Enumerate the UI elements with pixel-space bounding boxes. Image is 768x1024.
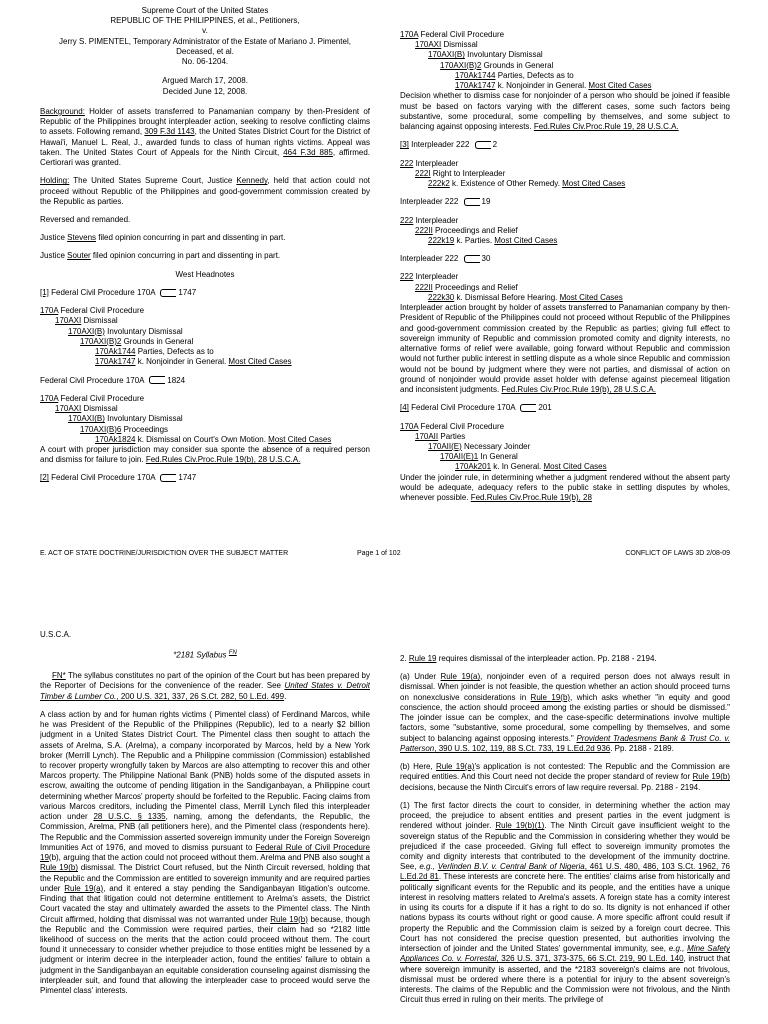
topic-link[interactable]: 170AXI(B)	[68, 326, 105, 336]
topic-label: Grounds in General	[481, 60, 554, 70]
syllabus-text: e.g.,	[419, 862, 438, 872]
topic-label: Federal Civil Procedure	[418, 30, 505, 39]
topic-label: Federal Civil Procedure	[58, 306, 145, 316]
headnote-2-text	[400, 91, 730, 132]
topic-label: Dismissal	[81, 404, 118, 414]
topic-link[interactable]: 222	[400, 158, 414, 168]
syllabus-text: (b), arguing that the action could not proceed without them. Arelma and PNB also sought a	[48, 853, 370, 863]
topic-link[interactable]: 170AXI(B)2	[440, 60, 482, 70]
justice-link[interactable]: Kennedy	[236, 176, 268, 186]
syllabus-text: , nonjoinder even of a required person does not always result in dismissal. When joinder is not feasible, the question whether an action should proceed turns on nonexclusive considerations in	[400, 672, 730, 702]
topic-label: Grounds in General	[121, 336, 194, 346]
topic-link[interactable]: 170Ak1824	[95, 434, 136, 444]
background-text: Holder of assets transferred to Panamanian company by then-President of Republic of the Philippines brought interpleader action, seeking to resolve conflicting claims to assets. Following remand,	[40, 106, 370, 137]
syllabus-text: because, though the Republic and the Commission were required parties, their claim had so *2182 little likelihood of success on the merits that the action could proceed without them. The court found it unnecessary to consider whether prejudice to those entities might be lessened by a judgment or interim decree in the interpleader action, found the entities' failure to obtain a judgment in the Sandiganbayan an equitable consideration counseling against dismissing the interpleader suit, and found that allowing the interpleader case to proceed would serve the Pimentel class' interests.	[40, 914, 370, 996]
citation-link[interactable]: 464 F.3d 885	[283, 147, 333, 157]
key-symbol-icon	[475, 141, 491, 149]
page1-left-column	[40, 0, 370, 492]
topic-link[interactable]: 170AXI	[55, 404, 82, 414]
respondents-cont: Deceased, et al.	[176, 46, 234, 56]
topic-label: Proceedings	[121, 424, 169, 434]
opinion-text: filed opinion concurring in part and dissenting in part.	[90, 251, 281, 261]
headnote-topic: Federal Civil Procedure 170A	[48, 287, 158, 297]
topic-label: Dismissal	[81, 316, 118, 326]
topic-link[interactable]: 170Ak1747	[455, 81, 496, 91]
key-symbol-icon	[520, 404, 536, 412]
key-number: 1747	[178, 473, 197, 483]
footnote-text: .	[284, 691, 287, 701]
syllabus-text: . Pp. 2188 - 2189.	[610, 743, 674, 753]
rule-link[interactable]: Rule 19(a)	[435, 762, 475, 772]
headnote-1-header	[40, 288, 370, 298]
document-page-2	[0, 618, 768, 1024]
topic-label: Involuntary Dismissal	[464, 50, 543, 60]
footnote-text: The syllabus constitutes no part of the opinion of the Court but has been prepared by the Reporter of Decisions for the convenience of the reader. See	[40, 671, 370, 691]
argued-date: Argued March 17, 2008.	[162, 76, 248, 86]
syllabus-text: A class action by and for human rights victims ( Pimentel class) of Ferdinand Marcos, while he was President of the Republic of the Philippines (Republic), led to a nearly $2 billion judgment in a United States District Court. The Pimentel class then sought to attach the assets of Arelma, S.A. (Arelma), a company incorporated by Marcos, held by a New York broker (Merrill Lynch). The Republic and a Philippine commission (Commission) established to recover property wrongfully taken by Marcos are also attempting to recover this and other Marcos property. The Philippine National Bank (PNB) holds some of the disputed assets in escrow, awaiting the outcome of pending litigation in the Sandiganbayan, a Philippine court determining whether Marcos' property should be forfeited to the Republic. Facing claims from various Marcos creditors, including the Pimentel class, Merrill Lynch filed this interpleader action under	[40, 709, 370, 822]
topic-link[interactable]: 170A	[40, 306, 59, 316]
rule-link[interactable]: Rule 19(a)	[64, 883, 104, 893]
syllabus-text: . These interests are concrete here. The entities' claims arise from historically and politically significant events for the Republic and its people, and the entities have a unique interest in resolving matters related to Arelma's assets. A foreign state has a comity interest in using its courts for a dispute if it has a right to do so. Its dignity is not enhanced if other nations bypass its courts without right or good cause. A more specific affront could result if property the Republic and the Commission claim is seized by a foreign court decree. This Court has not considered the precise question presented, but authorities involving the intersection of joinder and the United States' governmental immunity, see,	[400, 872, 730, 954]
headnote-1824-header	[40, 376, 370, 386]
background-paragraph	[40, 107, 370, 168]
syllabus-text: e.g.,	[668, 944, 688, 954]
headnote-2-header	[40, 473, 370, 483]
key-number: 2	[492, 140, 498, 150]
case-citation-link[interactable]: , 200 U.S. 321, 337, 26 S.Ct. 282, 50 L.Ed. 499	[116, 691, 285, 701]
topic-label: k. Dismissal on Court's Own Motion.	[135, 434, 269, 444]
syllabus-paragraph-2	[400, 654, 730, 664]
headnote-number-link[interactable]: [2]	[40, 473, 49, 483]
most-cited-cases-link[interactable]: Most Cited Cases	[494, 235, 558, 245]
headnote-4-outline	[400, 422, 730, 473]
topic-label: Involuntary Dismissal	[104, 326, 183, 336]
topic-label: k. In General.	[491, 462, 544, 472]
headnote-topic: Interpleader 222	[400, 197, 461, 207]
headnote-1-outline	[40, 306, 370, 367]
most-cited-cases-link[interactable]: Most Cited Cases	[543, 462, 607, 472]
topic-label: In General	[478, 452, 518, 462]
topic-link[interactable]: 222	[400, 215, 414, 225]
headnote-number-link[interactable]: [1]	[40, 287, 49, 297]
topic-label: k. Nonjoinder in General.	[495, 81, 589, 91]
headnote-30-header	[400, 254, 730, 264]
rule-link[interactable]: Rule 19(b)	[270, 914, 308, 924]
page2-right-column	[400, 618, 730, 1014]
topic-link[interactable]: 170AII(E)	[428, 441, 462, 451]
key-symbol-icon	[464, 198, 480, 206]
headnote-3-outline	[400, 159, 730, 190]
case-citation-link[interactable]: , 326 U.S. 371, 373-375, 66 S.Ct. 219, 90 L.Ed. 140	[496, 954, 684, 964]
key-number: 1747	[178, 287, 197, 297]
headnote-1824-outline	[40, 394, 370, 445]
footer-section-title: E. ACT OF STATE DOCTRINE/JURISDICTION OVER THE SUBJECT MATTER	[40, 550, 289, 557]
topic-link[interactable]: 170A	[400, 30, 419, 39]
case-citation-link[interactable]: , 390 U.S. 102, 119, 88 S.Ct. 733, 19 L.Ed.2d 936	[434, 743, 611, 753]
headnote-number-link[interactable]: [3]	[400, 140, 409, 150]
background-label: Background:	[40, 106, 85, 116]
justice-link[interactable]: Souter	[67, 251, 91, 261]
topic-label: Right to Interpleader	[430, 168, 506, 178]
topic-link[interactable]: 222k2	[428, 179, 450, 189]
headnote-4-text	[400, 473, 730, 504]
headnote-topic: Federal Civil Procedure 170A	[408, 403, 518, 413]
topic-link[interactable]: 170Ak1744	[95, 347, 136, 357]
syllabus-label: *2181 Syllabus	[173, 650, 227, 660]
topic-label: Parties, Defects as to	[135, 347, 214, 357]
topic-link[interactable]: 170Ak1747	[95, 357, 136, 367]
headnote-number-link[interactable]: [4]	[400, 403, 409, 413]
decided-date: Decided June 12, 2008.	[162, 86, 248, 96]
footnote-ref-link[interactable]: FN	[228, 650, 237, 657]
headnote-topic: Interpleader 222	[400, 254, 461, 264]
topic-label: Involuntary Dismissal	[104, 414, 183, 424]
headnote-2-outline	[400, 30, 730, 91]
background-text: , the United States District Court for the District of Hawai'i, Manuel L. Real, J., awarded funds to class of human rights victims. Appeal was taken. The United States Court of Appeals for the Ninth Circuit,	[40, 127, 370, 157]
syllabus-text: requires dismissal of the interpleader action. Pp. 2188 - 2194.	[436, 654, 657, 663]
topic-label: Interpleader	[413, 215, 459, 225]
topic-label: Parties	[438, 431, 466, 441]
topic-link[interactable]: 222I	[415, 168, 431, 178]
topic-link[interactable]: 170AXI(B)	[428, 50, 465, 60]
holding-text: , held that action could not proceed without Republic of the Philippines and good-government commission created by the Republic as parties.	[40, 176, 370, 206]
opinion-text: Justice	[40, 233, 68, 243]
most-cited-cases-link[interactable]: Most Cited Cases	[588, 81, 652, 91]
footer-course-title: CONFLICT OF LAWS 3D 2/08-09	[625, 550, 730, 557]
rule-link[interactable]: Federal Rule of Civil Procedure 19	[40, 842, 370, 863]
topic-link[interactable]: 170AXI	[415, 40, 442, 50]
footer-page-number: Page 1 of 102	[357, 550, 401, 557]
key-number: 201	[538, 403, 552, 413]
topic-link[interactable]: 222	[400, 272, 414, 282]
topic-link[interactable]: 170A	[40, 393, 59, 403]
page2-left-column	[40, 618, 370, 1004]
key-number: 30	[481, 254, 491, 264]
stevens-opinion	[40, 233, 370, 243]
key-symbol-icon	[149, 376, 165, 384]
syllabus-text: 2.	[400, 654, 409, 663]
most-cited-cases-link[interactable]: Most Cited Cases	[268, 434, 332, 444]
most-cited-cases-link[interactable]: Most Cited Cases	[228, 357, 292, 367]
headnote-topic: Interpleader 222	[408, 140, 472, 150]
headnote-text: Under the joinder rule, in determining whether a judgment rendered without the absent party would be adequate, adequacy refers to the public stake in settling disputes by wholes, whenever possible.	[400, 472, 730, 503]
headnote-topic: Federal Civil Procedure 170A	[40, 375, 147, 385]
rule-link[interactable]: Rule 19(b)(1)	[495, 821, 545, 831]
case-citation-link[interactable]: Mine Safety Appliances Co. v. Forrestal	[400, 944, 730, 964]
syllabus-text: (1) The first factor directs the court to consider, in determining whether the action may proceed, the prejudice to absent entities and present parties in the event judgment is rendered without joinder.	[400, 800, 730, 831]
topic-link[interactable]: 170AII	[415, 431, 439, 441]
topic-label: Interpleader	[413, 272, 459, 282]
syllabus-text: . The Ninth Circuit gave insufficient weight to the sovereign status of the Republic and the Commission in considering whether they would be prejudiced if the case proceeded. Giving full effect to sovereign immunity promotes the comity and dignity interests that contributed to the development of the immunity doctrine. See,	[400, 821, 730, 872]
headnote-topic: Federal Civil Procedure 170A	[48, 473, 158, 483]
case-caption	[40, 6, 370, 97]
key-symbol-icon	[464, 255, 480, 263]
syllabus-text: , naming, among the defendants, the Republic, the Commission, Arelma, PNB (all petitioners here), and the Pimentel class (respondents here). The Republic and the Commission asserted sovereign immunity under the Foreign Sovereign Immunities Act of 1976, and moved to dismiss pursuant to	[40, 812, 370, 852]
syllabus-text: , and it entered a stay pending the Sandiganbayan litigation's outcome. Finding that that litigation could not determine entitlement to Arelma's assets, the District Court vacated the stay and ultimately awarded the assets to the Pimentel class. The Ninth Circuit affirmed, holding that dismissal was not warranted under	[40, 883, 370, 924]
docket-number: No. 06-1204.	[181, 57, 229, 67]
holding-paragraph	[40, 176, 370, 207]
background-text: , affirmed. Certiorari was granted.	[40, 147, 370, 168]
most-cited-cases-link[interactable]: Most Cited Cases	[559, 292, 623, 302]
topic-link[interactable]: 222k19	[428, 235, 455, 245]
topic-label: k. Existence of Other Remedy.	[449, 179, 563, 189]
case-citation-link[interactable]: Provident Tradesmens Bank & Trust Co. v. Patterson	[400, 733, 730, 753]
syllabus-text: dismissal. The District Court refused, but the Ninth Circuit reversed, holding that the Republic and the Commission are entitled to sovereign immunity and are required parties under	[40, 863, 370, 893]
key-symbol-icon	[160, 289, 176, 297]
holding-label: Holding:	[40, 176, 70, 186]
headnote-19-header	[400, 197, 730, 207]
rule-citation-link[interactable]: Fed.Rules Civ.Proc.Rule 19(b), 28 U.S.C.A.	[145, 455, 301, 465]
headnote-text: Interpleader action brought by holder of assets transferred to Panamanian company by then-President of Republic of the Philippines could not proceed without Republic of the Philippines and good-government commission created by the Republic as parties; giving full effect to sovereign immunity of Republic and commission promoted comity and dignity interests, no alternative forms of relief were available, going forward without Republic and commission would not further public interest in settling dispute as a whole since Republic and commission would not be bound by judgment where they were not parties, and dismissal of action on ground of nonjoinder would provide asset holder with defense against piecemeal litigation and inconsistent judgments.	[400, 303, 730, 395]
key-number: 19	[481, 197, 491, 207]
rule-link[interactable]: Rule 19(a)	[440, 672, 481, 682]
topic-link[interactable]: 170AXI(B)	[68, 414, 105, 424]
souter-opinion	[40, 251, 370, 261]
topic-link[interactable]: 170AXI	[55, 316, 82, 326]
versus: v.	[202, 26, 208, 36]
topic-link[interactable]: 170A	[400, 421, 419, 431]
page-gap	[0, 562, 768, 618]
topic-label: Parties, Defects as to	[495, 70, 574, 80]
syllabus-text: 's application is not contested: The Republic and the Commission are required entities. And this Court need not decide the proper standard of review for	[400, 762, 730, 782]
headnote-4-header	[400, 403, 730, 413]
topic-label: k. Parties.	[454, 235, 495, 245]
topic-link[interactable]: 222II	[415, 225, 433, 235]
headnote-text: Decision whether to dismiss case for nonjoinder of a person who should be joined if feasible must be based on factors varying with the different cases, some such factors being substantive, some procedural, some compelling by themselves, and some subject to balancing against opposing interests.	[400, 91, 730, 132]
opinion-text: filed opinion concurring in part and dissenting in part.	[96, 233, 286, 243]
topic-link[interactable]: 170Ak201	[455, 462, 492, 472]
page1-right-column	[400, 0, 730, 511]
key-symbol-icon	[160, 474, 176, 482]
rule-citation-link[interactable]: Fed.Rules Civ.Proc.Rule 19(b), 28 U.S.C.A.	[501, 385, 656, 395]
headnotes-title: West Headnotes	[175, 269, 235, 279]
topic-label: Proceedings and Relief	[432, 225, 518, 235]
statute-link[interactable]: 28 U.S.C. § 1335	[93, 812, 166, 822]
syllabus-paragraph-b	[400, 762, 730, 793]
headnote-text: A court with proper jurisdiction may consider sua sponte the absence of a required person and dismiss for failure to join.	[40, 444, 370, 465]
topic-link[interactable]: 222k30	[428, 292, 455, 302]
topic-link[interactable]: 170AII(E)1	[440, 452, 479, 462]
rule-citation-link[interactable]: Fed.Rules Civ.Proc.Rule 19(b), 28	[470, 493, 592, 503]
syllabus-text: decisions, because the Ninth Circuit's errors of law require reversal. Pp. 2188 - 2194.	[400, 782, 701, 792]
rule-citation-link[interactable]: Fed.Rules Civ.Proc.Rule 19, 28 U.S.C.A.	[533, 122, 679, 132]
petitioners: REPUBLIC OF THE PHILIPPINES, et al., Petitioners,	[110, 16, 300, 26]
headnote-30-outline	[400, 272, 730, 303]
syllabus-text: (a) Under	[400, 672, 441, 682]
disposition: Reversed and remanded.	[40, 214, 131, 224]
citation-link[interactable]: 309 F.3d 1143	[144, 127, 195, 137]
topic-label: Federal Civil Procedure	[58, 393, 145, 403]
syllabus-paragraph-1	[40, 710, 370, 997]
topic-label: Necessary Joinder	[461, 441, 531, 451]
rule-link[interactable]: Rule 19	[408, 654, 437, 663]
syllabus-text: (b) Here,	[400, 762, 436, 772]
syllabus-heading	[40, 650, 370, 661]
topic-link[interactable]: 170AXI(B)6	[80, 424, 122, 434]
topic-label: k. Dismissal Before Hearing.	[454, 292, 560, 302]
syllabus-footnote	[40, 671, 370, 702]
topic-label: Proceedings and Relief	[432, 282, 518, 292]
topic-link[interactable]: 222II	[415, 282, 433, 292]
topic-label: k. Nonjoinder in General.	[135, 357, 229, 367]
syllabus-paragraph-a	[400, 672, 730, 754]
most-cited-cases-link[interactable]: Most Cited Cases	[562, 179, 626, 189]
opinion-text: Justice	[40, 251, 68, 261]
rule-link[interactable]: Rule 19(b)	[692, 772, 730, 782]
syllabus-paragraph-b1	[400, 801, 730, 1006]
topic-label: Federal Civil Procedure	[418, 421, 505, 431]
headnote-1824-text	[40, 445, 370, 465]
syllabus-text: , instruct that where sovereign immunity is asserted, and the *2183 sovereign's claims are not frivolous, dismissal must be ordered where there is a potential for injury to the absent sovereign's interests. The claims of the Republic and the Commission were not frivolous, and the Ninth Circuit thus erred in ruling on their merits. The privilege of	[400, 954, 730, 1005]
case-citation-link[interactable]: , 461 U.S. 480, 486, 103 S.Ct. 1962, 76 L.Ed.2d 81	[400, 862, 730, 882]
headnote-19-outline	[400, 216, 730, 247]
topic-label: Interpleader	[413, 158, 459, 168]
headnote-3-header	[400, 140, 730, 150]
case-citation-link[interactable]: United States v. Detroit Timber & Lumber Co.	[40, 681, 370, 701]
headnote-30-text	[400, 303, 730, 395]
syllabus-text: , which asks whether "in equity and good conscience, the action should proceed among the existing parties or should be dismissed." The joinder issue can be complex, and the case-specific determinations involve multiple factors, some "substantive, some procedural, some compelling by themselves, and some subject to balancing against opposing interests."	[400, 692, 730, 743]
topic-label: Dismissal	[441, 40, 478, 50]
respondents: Jerry S. PIMENTEL, Temporary Administrator of the Estate of Mariano J. Pimentel,	[59, 36, 351, 46]
holding-text: The United States Supreme Court, Justice	[69, 176, 237, 186]
footnote-marker-link[interactable]: FN*	[52, 671, 66, 681]
key-number: 1824	[167, 375, 186, 385]
rule-link[interactable]: Rule 19(b)	[530, 692, 571, 702]
rule-link[interactable]: Rule 19(b)	[40, 863, 78, 873]
case-citation-link[interactable]: Verlinden B.V. v. Central Bank of Nigeria	[437, 862, 585, 872]
topic-link[interactable]: 170AXI(B)2	[80, 336, 122, 346]
topic-link[interactable]: 170Ak1744	[455, 70, 496, 80]
usca-continuation: U.S.C.A.	[40, 630, 72, 639]
court-name: Supreme Court of the United States	[141, 6, 269, 15]
justice-link[interactable]: Stevens	[67, 233, 97, 243]
